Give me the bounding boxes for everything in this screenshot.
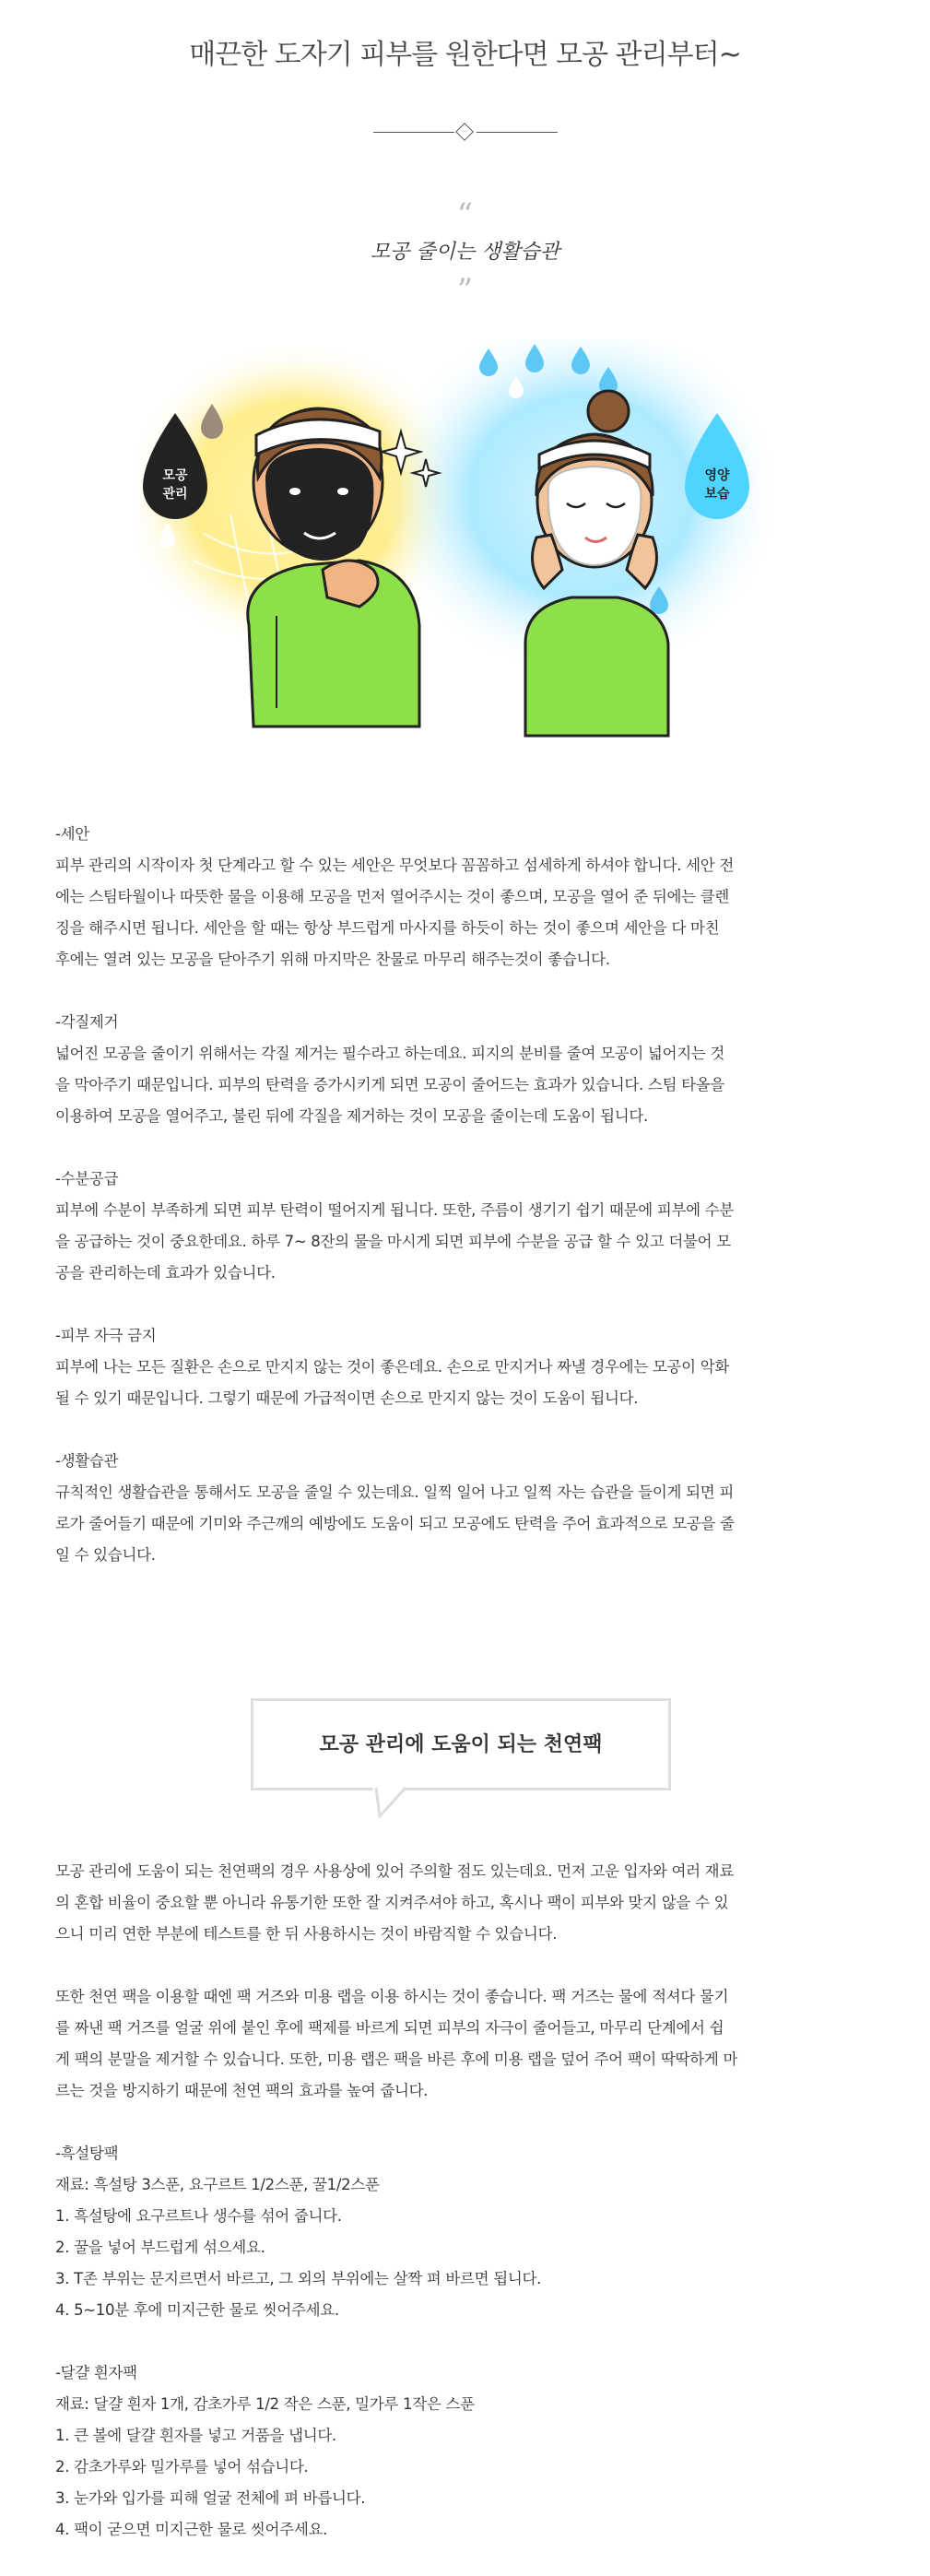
recipe-ingredients: 재료: 흑설탕 3스푼, 요구르트 1/2스푼, 꿀1/2스푼 <box>55 2176 380 2193</box>
section-heading: -세안 <box>55 825 89 843</box>
paragraph-line: 될 수 있기 때문입니다. 그렇기 때문에 가급적이면 손으로 만지지 않는 것이 도움이 됩니다. <box>55 1389 639 1407</box>
recipe-name: -달걀 흰자팩 <box>55 2364 137 2381</box>
section-heading: -각질제거 <box>55 1013 119 1031</box>
paragraph-line: 넓어진 모공을 줄이기 위해서는 각질 제거는 필수라고 하는데요. 피지의 분비를 줄여 모공이 넓어지는 것 <box>55 1045 725 1062</box>
close-quote-icon: ” <box>456 272 474 309</box>
skincare-illustration <box>138 339 783 773</box>
paragraph-line: 피부에 수분이 부족하게 되면 피부 탄력이 떨어지게 됩니다. 또한, 주름이 생기기 쉽기 때문에 피부에 수분 <box>55 1201 734 1219</box>
tips-section <box>55 819 876 1571</box>
paragraph-line: 의 혼합 비율이 중요할 뿐 아니라 유통기한 또한 잘 지켜주셔야 하고, 혹시나 팩이 피부와 맞지 않을 수 있 <box>55 1894 729 1911</box>
paragraph-line: 일 수 있습니다. <box>55 1546 156 1564</box>
section-subtitle: 모공 줄이는 생활습관 <box>370 241 560 264</box>
paragraph-line: 피부 관리의 시작이자 첫 단계라고 할 수 있는 세안은 무엇보다 꼼꼼하고 섬세하게 하셔야 합니다. 세안 전 <box>55 857 734 874</box>
divider-line <box>373 132 454 133</box>
paragraph-line: 으니 미리 연한 부분에 테스트를 한 뒤 사용하시는 것이 바람직할 수 있습니다. <box>55 1925 558 1943</box>
open-quote-icon: “ <box>456 196 474 233</box>
paragraph-line: 에는 스팀타월이나 따뜻한 물을 이용해 모공을 먼저 열어주시는 것이 좋으며, 모공을 열어 준 뒤에는 클렌 <box>55 888 730 905</box>
recipe-step: 3. 눈가와 입가를 피해 얼굴 전체에 펴 바릅니다. <box>55 2489 366 2507</box>
divider-line <box>477 132 558 133</box>
callout-title: 모공 관리에 도움이 되는 천연팩 <box>319 1733 603 1756</box>
paragraph-line: 로가 줄어들기 때문에 기미와 주근깨의 예방에도 도움이 되고 모공에도 탄력을 주어 효과적으로 모공을 줄 <box>55 1515 735 1532</box>
section-heading: -수분공급 <box>55 1170 119 1188</box>
section-heading: -피부 자극 금지 <box>55 1327 157 1344</box>
recipe-step: 4. 팩이 굳으면 미지근한 물로 씻어주세요. <box>55 2521 328 2538</box>
page-title: 매끈한 도자기 피부를 원한다면 모공 관리부터~ <box>189 39 741 71</box>
paragraph-line: 피부에 나는 모든 질환은 손으로 만지지 않는 것이 좋은데요. 손으로 만지거나 짜낼 경우에는 모공이 악화 <box>55 1358 730 1376</box>
recipe-step: 1. 흑설탕에 요구르트나 생수를 섞어 줍니다. <box>55 2207 342 2225</box>
recipe-ingredients: 재료: 달걀 흰자 1개, 감초가루 1/2 작은 스푼, 밀가루 1작은 스푼 <box>55 2395 475 2413</box>
ornament-divider <box>373 124 558 142</box>
paragraph-line: 를 짜낸 팩 거즈를 얼굴 위에 붙인 후에 팩제를 바르게 되면 피부의 자극이 줄어들고, 마무리 단계에서 쉽 <box>55 2019 724 2037</box>
paragraph-line: 규칙적인 생활습관을 통해서도 모공을 줄일 수 있는데요. 일찍 일어 나고 일찍 자는 습관을 들이게 되면 피 <box>55 1483 734 1501</box>
paragraph-line: 또한 천연 팩을 이용할 때엔 팩 거즈와 미용 랩을 이용 하시는 것이 좋습니다. 팩 거즈는 물에 적셔다 물기 <box>55 1988 729 2005</box>
recipe-step: 2. 감초가루와 밀가루를 넣어 섞습니다. <box>55 2458 309 2476</box>
paragraph-line: 을 공급하는 것이 중요한데요. 하루 7~ 8잔의 물을 마시게 되면 피부에 수분을 공급 할 수 있고 더불어 모 <box>55 1233 731 1250</box>
paragraph-line: 징을 해주시면 됩니다. 세안을 할 때는 항상 부드럽게 마사지를 하듯이 하는 것이 좋으며 세안을 다 마친 <box>55 919 720 937</box>
recipe-name: -흑설탕팩 <box>55 2145 119 2162</box>
paragraph-line: 을 막아주기 때문입니다. 피부의 탄력을 증가시키게 되면 모공이 줄어드는 효과가 있습니다. 스팀 타올을 <box>55 1076 725 1093</box>
recipe-step: 3. T존 부위는 문지르면서 바르고, 그 외의 부위에는 살짝 펴 바르면 됩니다. <box>55 2270 542 2287</box>
left-badge-line1: 모공 <box>162 468 188 483</box>
callout-tail <box>372 1787 409 1820</box>
recipe-step: 4. 5~10분 후에 미지근한 물로 씻어주세요. <box>55 2301 339 2319</box>
right-badge-line1: 영양 <box>704 468 730 483</box>
paragraph-line: 이용하여 모공을 열어주고, 불린 뒤에 각질을 제거하는 것이 모공을 줄이는데 도움이 됩니다. <box>55 1107 648 1125</box>
callout-box <box>251 1698 671 1790</box>
section-heading: -생활습관 <box>55 1452 119 1470</box>
diamond-icon <box>455 123 474 141</box>
paragraph-line: 후에는 열려 있는 모공을 닫아주기 위해 마지막은 찬물로 마무리 해주는것이 좋습니다. <box>55 951 610 968</box>
recipe-step: 1. 큰 볼에 달걀 흰자를 넣고 거품을 냅니다. <box>55 2427 336 2444</box>
left-badge-line2: 관리 <box>162 487 188 502</box>
right-badge-line2: 보습 <box>704 487 730 502</box>
paragraph-line: 게 팩의 분말을 제거할 수 있습니다. 또한, 미용 랩은 팩을 바른 후에 미용 랩을 덮어 주어 팩이 딱딱하게 마 <box>55 2050 738 2068</box>
natural-pack-section <box>55 1856 876 2546</box>
paragraph-line: 르는 것을 방지하기 때문에 천연 팩의 효과를 높여 줍니다. <box>55 2082 429 2099</box>
paragraph-line: 공을 관리하는데 효과가 있습니다. <box>55 1264 276 1282</box>
paragraph-line: 모공 관리에 도움이 되는 천연팩의 경우 사용상에 있어 주의할 점도 있는데요. 먼저 고운 입자와 여러 재료 <box>55 1862 734 1880</box>
recipe-step: 2. 꿀을 넣어 부드럽게 섞으세요. <box>55 2239 265 2256</box>
